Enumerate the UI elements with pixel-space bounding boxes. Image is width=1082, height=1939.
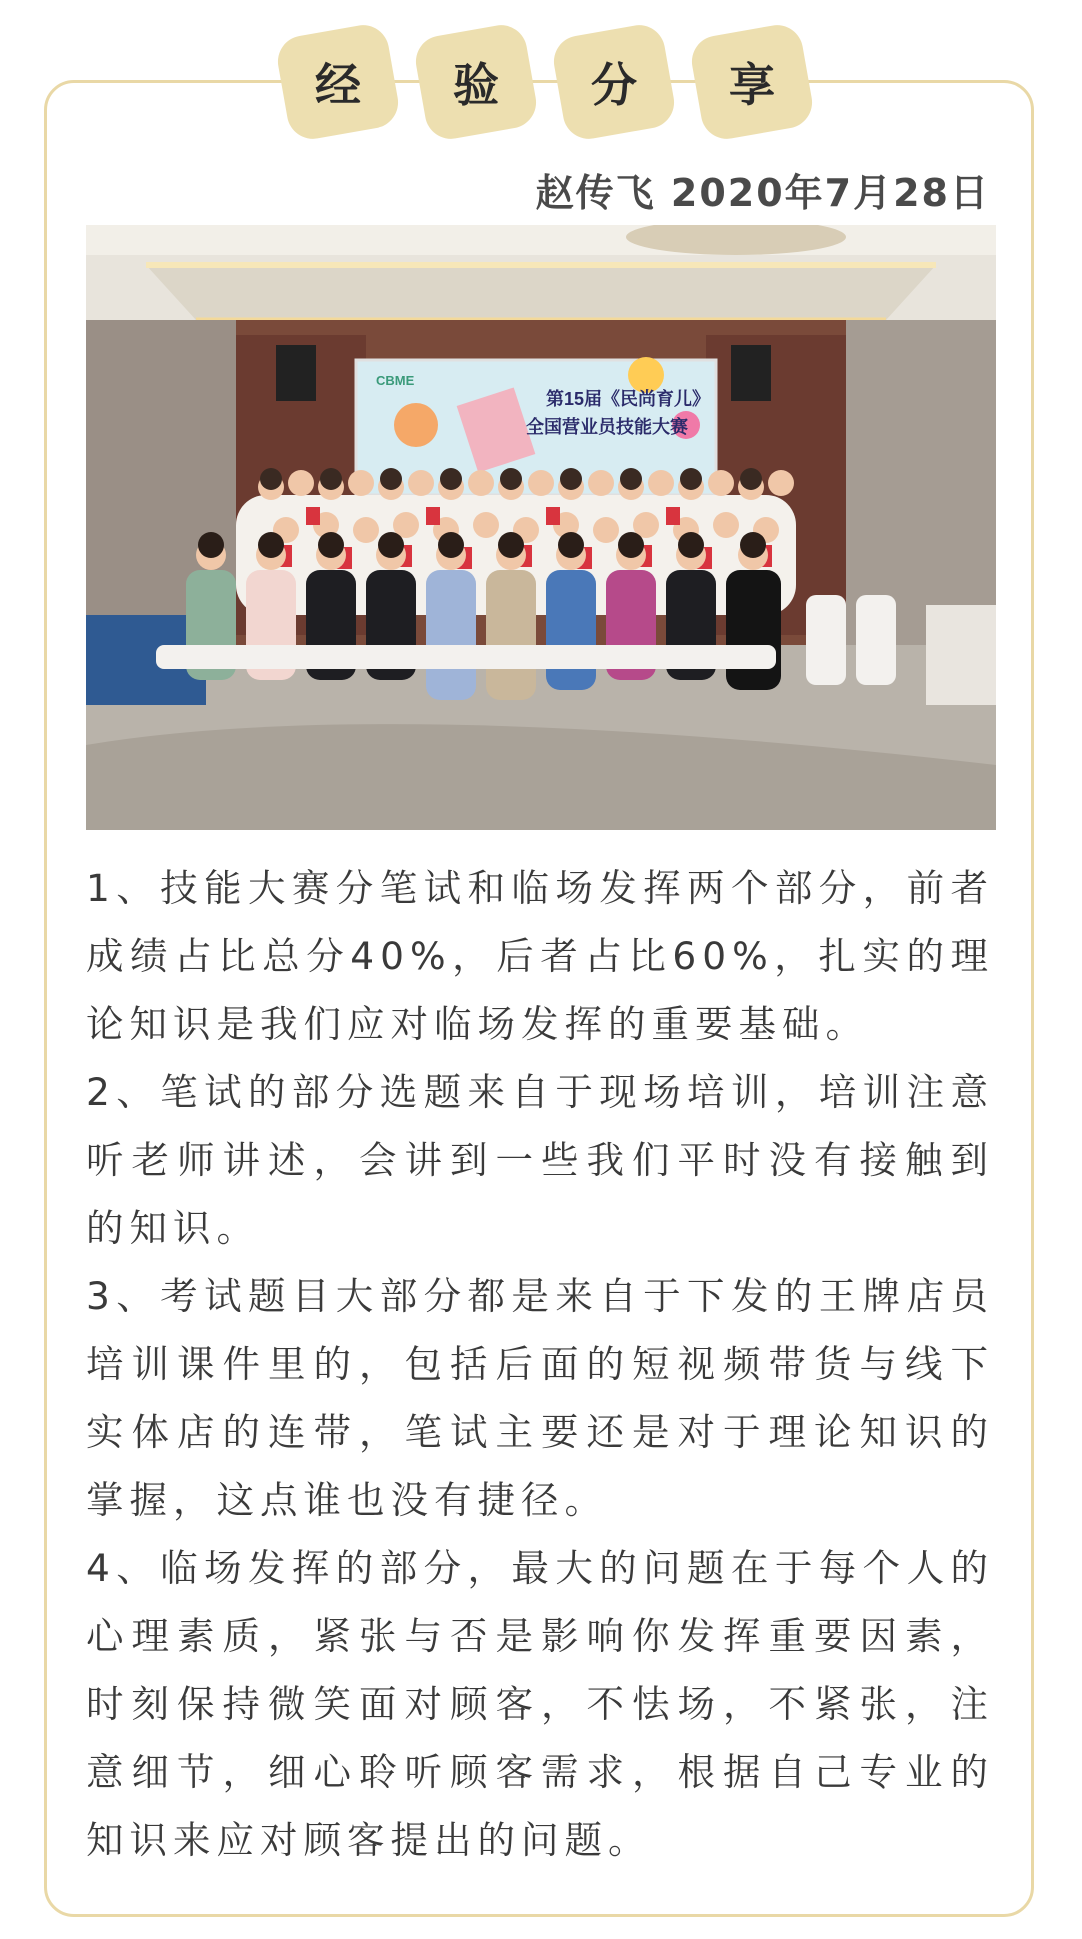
screen-title: 第15届《民尚育儿》 [546, 389, 711, 409]
title-char: 享 [729, 57, 775, 112]
title-char: 分 [591, 57, 637, 112]
title-tab [550, 21, 678, 143]
paragraph: 2、笔试的部分选题来自于现场培训，培训注意听老师讲述，会讲到一些我们平时没有接触到的知识。 [86, 1070, 994, 1250]
screen-subtitle: 全国营业员技能大赛 [526, 417, 688, 437]
title-tab [688, 21, 816, 143]
section-title-tabs [272, 22, 812, 134]
title-char: 验 [453, 57, 499, 112]
svg-text:CBME: CBME [376, 373, 415, 388]
author-date: 赵传飞 2020年7月28日 [535, 171, 990, 215]
paragraph: 1、技能大赛分笔试和临场发挥两个部分，前者成绩占比总分40%，后者占比60%，扎实的理论知识是我们应对临场发挥的重要基础。 [86, 866, 994, 1046]
title-tab [412, 21, 540, 143]
title-char: 经 [315, 57, 361, 112]
title-tab [274, 21, 402, 143]
paragraph: 3、考试题目大部分都是来自于下发的王牌店员培训课件里的，包括后面的短视频带货与线下实体店的连带，笔试主要还是对于理论知识的掌握，这点谁也没有捷径。 [86, 1274, 994, 1522]
article-body [86, 854, 994, 1874]
paragraph: 4、临场发挥的部分，最大的问题在于每个人的心理素质，紧张与否是影响你发挥重要因素，时刻保持微笑面对顾客，不怯场，不紧张，注意细节，细心聆听顾客需求，根据自己专业的知识来应对顾客提出的问题。 [86, 1546, 994, 1862]
group-photo-image [86, 225, 996, 830]
